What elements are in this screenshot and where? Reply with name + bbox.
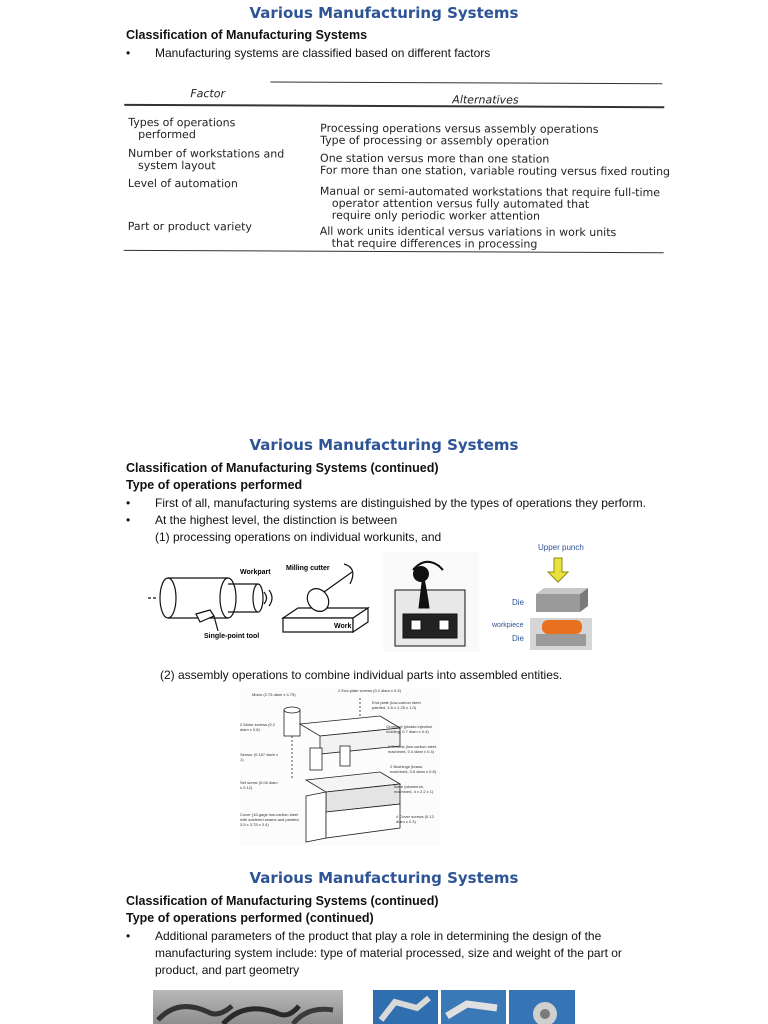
table-top-rule [270,81,662,84]
slide1-bullet: Manufacturing systems are classified based on different factors [155,46,491,60]
casting-figure [383,552,479,652]
assembly-label: 2 Bushings (brass, machined, 0.5 diam x 0.8) [390,764,437,774]
slide2-bullet-1: First of all, manufacturing systems are distinguished by the types of operations they perform. [155,496,646,510]
assembly-label: 2 Dowels (low-carbon steel, machined, 0.4 diam x 0.4) [388,744,438,754]
assembly-label: 2 Motor screws (0.2 diam x 0.8) [240,722,276,732]
label-single-point-tool: Single-point tool [204,633,260,640]
table-row-alternatives [320,226,617,251]
slide3-bullet-line: Additional parameters of the product that play a role in determining the design of the [155,929,602,943]
assembly-label: Set screw (0.06 diam x 0.12) [240,780,278,790]
cast-part-drawing [441,990,506,1024]
alternative-cell: that require differences in processing [331,236,538,251]
table-row [128,117,235,141]
label-die: Die [512,598,525,607]
slide2-heading: Classification of Manufacturing Systems (continued) [126,461,439,475]
classification-table [0,0,768,272]
factor-cell: Number of workstations and [128,146,285,161]
bullet-marker: • [126,46,131,60]
slide3-heading: Classification of Manufacturing Systems (continued) [126,894,439,908]
cast-part-photo-3 [509,990,575,1024]
forged-parts-photo [153,990,343,1024]
slide1-heading: Classification of Manufacturing Systems [126,28,368,42]
assembly-label: Grommet (plastic injection molding, 0.7 diam x 0.4) [386,724,433,734]
forged-parts-drawing [153,990,343,1024]
slide2-title: Various Manufacturing Systems [249,436,519,454]
cast-part-photo-2 [441,990,506,1024]
alternative-cell: require only periodic worker attention [331,208,541,223]
label-milling-cutter: Milling cutter [286,565,330,572]
factor-cell: Level of automation [127,176,238,191]
bullet-marker: • [126,496,131,510]
slide2-bullet-2: At the highest level, the distinction is between [155,513,398,527]
factor-cell: Types of operations [128,115,236,130]
assembly-label: Motor (2.75 diam x 4.75) [252,692,296,697]
press-figure [490,538,592,650]
alternative-cell: One station versus more than one station [320,151,550,166]
press-diagram [490,538,592,650]
assembly-label: 4 Cover screws (0.12 diam x 0.3) [396,814,434,824]
slide2-subheading: Type of operations performed [126,478,303,492]
alternative-cell: All work units identical versus variations in work units [319,224,617,239]
bullet-marker: • [126,513,131,527]
table-row-alternatives [320,186,660,223]
assembly-label: End plate (low-carbon steel, painted, 4.5 x 2.25 x 1.0) [372,700,422,710]
factor-cell: Part or product variety [127,219,252,234]
assembly-label: Cover (16-gage low-carbon steel with soldered seams and painted, 3.5 x 3.75 x 3.4) [240,812,300,827]
cast-part-drawing [509,990,575,1024]
alternative-cell: Processing operations versus assembly operations [320,121,599,136]
table-header-rule [124,104,664,108]
turning-milling-figure [148,556,376,651]
slide3-bullet [155,928,622,979]
cast-part-photo-1 [373,990,438,1024]
table-row-alternatives [320,123,598,148]
factor-cell: performed [138,127,196,142]
alternative-cell: Type of processing or assembly operation [320,133,550,148]
label-upper-punch: Upper punch [538,543,584,552]
alternative-cell: operator attention versus fully automated that [331,196,590,211]
bullet-marker: • [126,929,131,943]
alternative-cell: For more than one station, variable routing versus fixed routing [319,163,671,179]
slide3-subheading: Type of operations performed (continued) [126,911,374,925]
factor-cell: system layout [137,158,216,173]
table-header-alternatives: Alternatives [452,93,519,107]
assembly-item: (2) assembly operations to combine individual parts into assembled entities. [160,668,563,682]
processing-item: (1) processing operations on individual workunits, and [155,530,442,544]
table-row [128,178,238,190]
label-die-lower: Die [512,634,525,643]
assembly-label: Sensor (0.187 diam x 1) [240,752,279,762]
assembly-label: Base (aluminum, machined, 4 x 2.2 x 1) [394,784,434,794]
alternative-cell: Manual or semi-automated workstations that require full-time [319,184,661,200]
label-work: Work [334,623,352,630]
assembly-label: 2 End-plate screws (0.2 diam x 0.5) [338,688,401,693]
slide3-bullet-line: product, and part geometry [155,963,300,977]
table-row [128,221,252,234]
assembly-figure [240,688,440,846]
table-row [128,148,284,173]
cast-part-drawing [373,990,438,1024]
table-header-factor: Factor [190,87,226,101]
label-workpiece: workpiece [492,622,524,629]
label-workpart: Workpart [240,569,271,576]
slide1-title: Various Manufacturing Systems [249,4,519,22]
slide3-bullet-line: manufacturing system include: type of material processed, size and weight of the part or [155,946,622,960]
table-row-alternatives [320,153,670,179]
slide3-title: Various Manufacturing Systems [249,869,519,887]
